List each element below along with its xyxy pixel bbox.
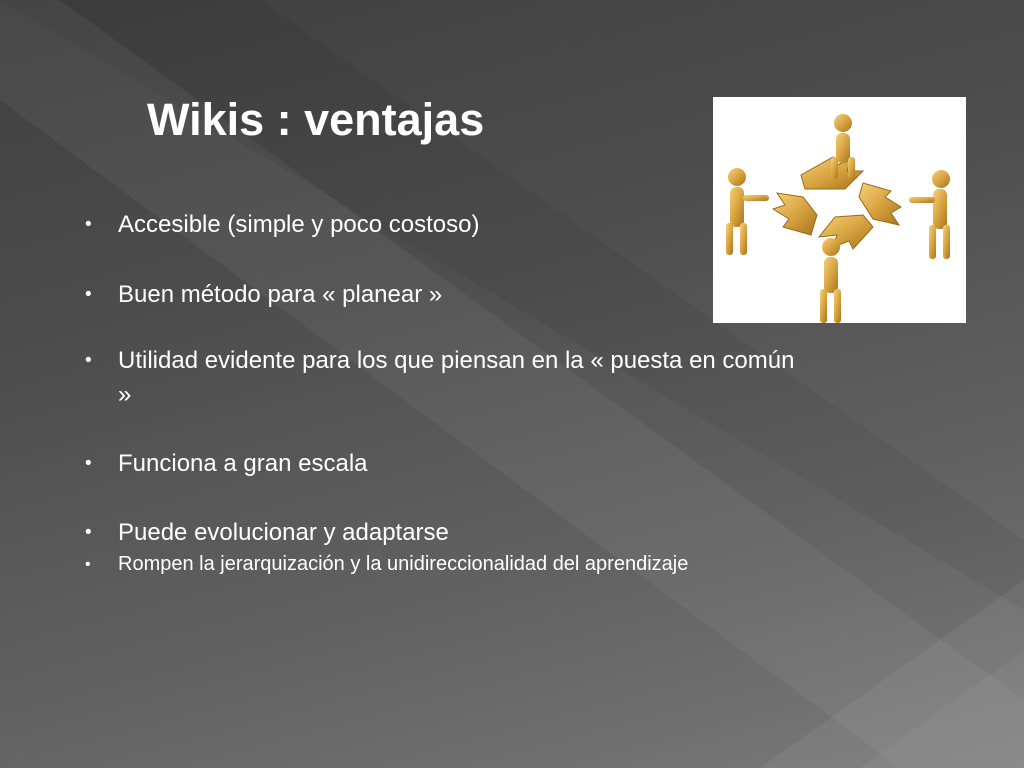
bullet-text: Puede evolucionar y adaptarse bbox=[118, 519, 449, 546]
bullet-dot: • bbox=[85, 284, 92, 305]
figure-bottom bbox=[820, 238, 841, 323]
bullet-list bbox=[80, 208, 810, 579]
bullet-item bbox=[80, 344, 810, 412]
bullet-dot: • bbox=[85, 556, 91, 573]
bullet-dot: • bbox=[85, 453, 92, 474]
bullet-dot: • bbox=[85, 214, 92, 235]
bullet-item bbox=[80, 516, 810, 550]
bullet-item bbox=[80, 208, 810, 242]
figure-right bbox=[909, 170, 950, 259]
bullet-item bbox=[80, 447, 810, 481]
bullet-text: Buen método para « planear » bbox=[118, 281, 443, 308]
bullet-dot: • bbox=[85, 350, 92, 371]
bullet-text: Utilidad evidente para los que piensan en la « puesta en común » bbox=[118, 347, 795, 408]
bullet-text: Funciona a gran escala bbox=[118, 450, 368, 477]
bullet-item bbox=[80, 278, 810, 312]
bullet-dot: • bbox=[85, 522, 92, 543]
bullet-text: Accesible (simple y poco costoso) bbox=[118, 211, 480, 238]
slide-title: Wikis : ventajas bbox=[147, 94, 485, 145]
bullet-text: Rompen la jerarquización y la unidireccionalidad del aprendizaje bbox=[118, 553, 689, 575]
bullet-item-small bbox=[80, 550, 718, 579]
